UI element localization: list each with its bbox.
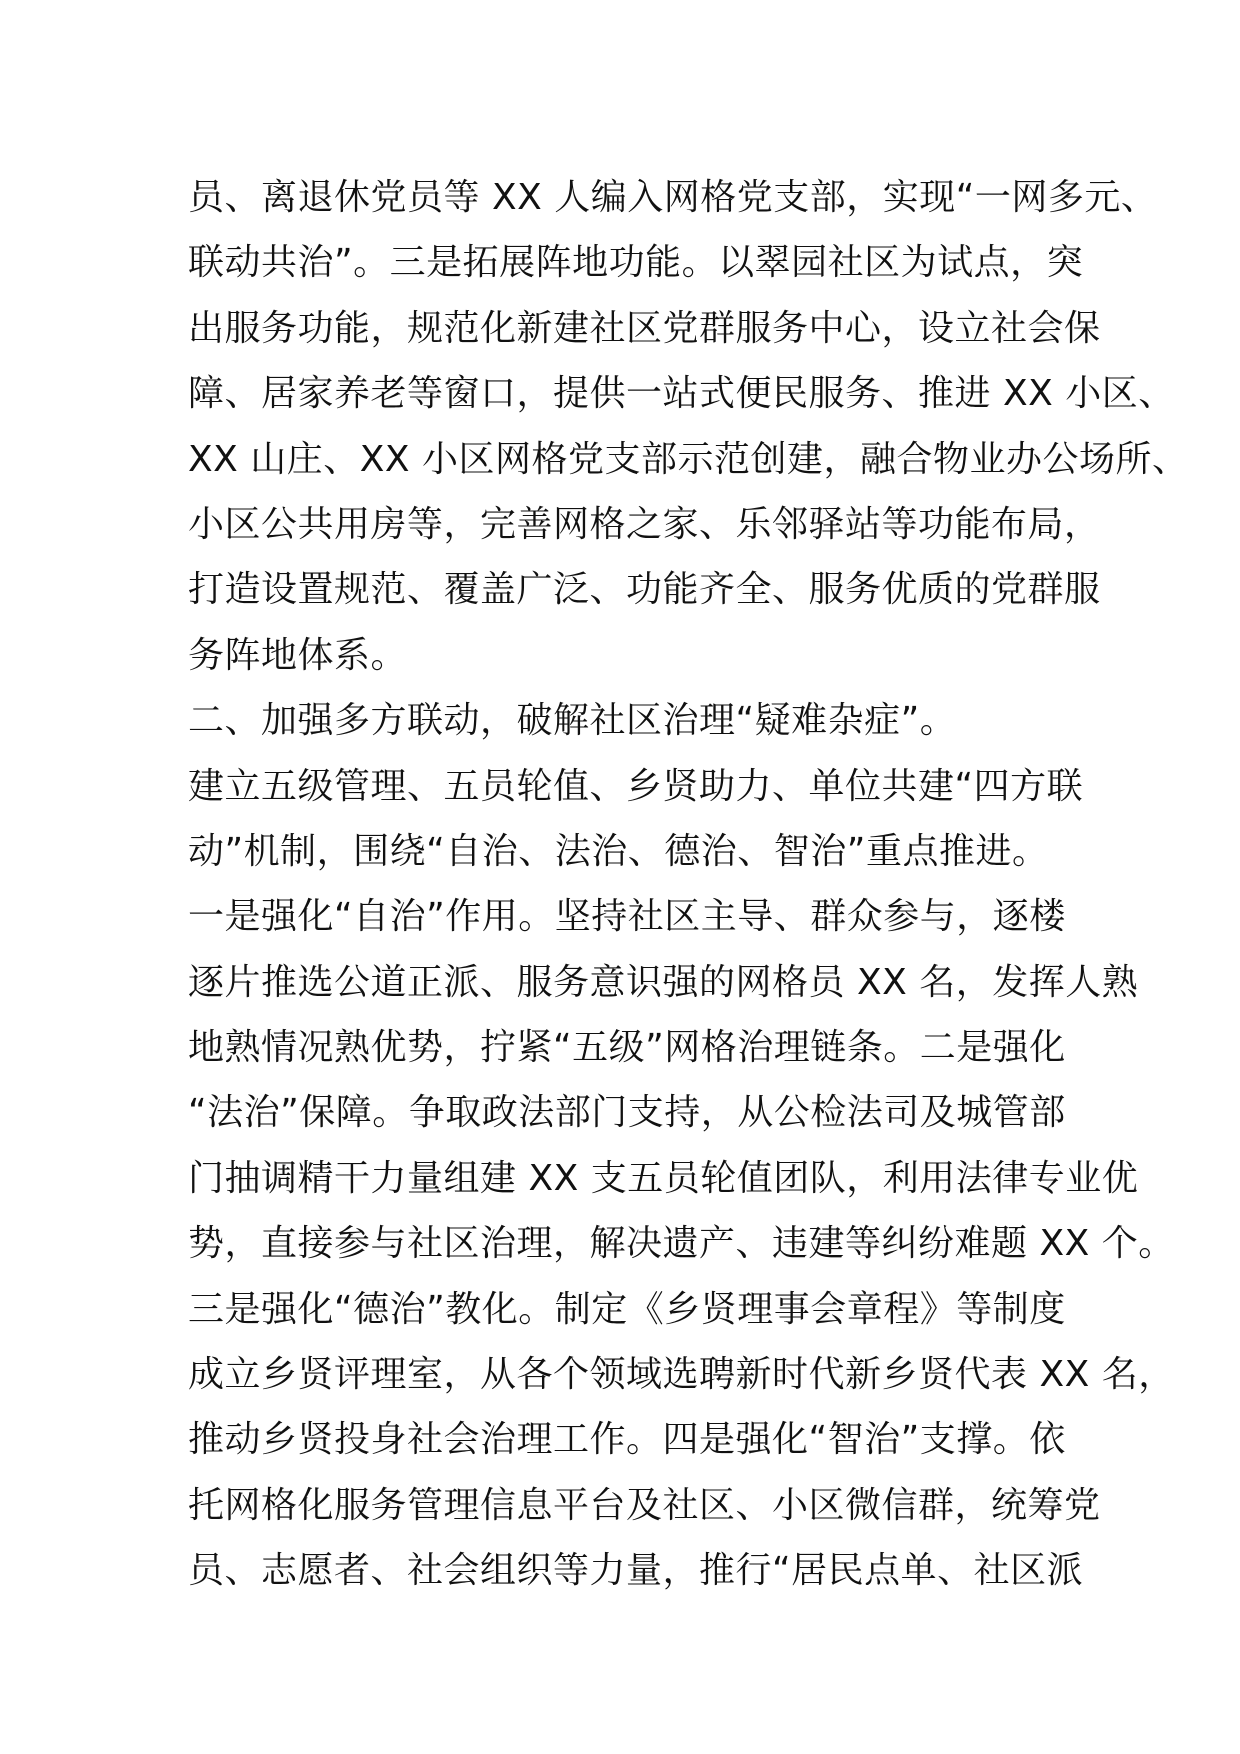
section-heading: 二、加强多方联动，破解社区治理“疑难杂症”。 bbox=[188, 700, 957, 742]
text-line: XX 山庄、XX 小区网格党支部示范创建，融合物业办公场所、 bbox=[188, 438, 1189, 480]
text-line: 务阵地体系。 bbox=[188, 634, 408, 676]
text-line: 打造设置规范、覆盖广泛、功能齐全、服务优质的党群服 bbox=[188, 569, 1101, 611]
text-line: 出服务功能，规范化新建社区党群服务中心，设立社会保 bbox=[188, 307, 1101, 349]
text-line: “法治”保障。争取政法部门支持，从公检法司及城管部 bbox=[188, 1092, 1066, 1134]
text-line: 员、志愿者、社会组织等力量，推行“居民点单、社区派 bbox=[188, 1550, 1084, 1592]
body-text bbox=[188, 165, 1189, 1604]
text-line: 三是强化“德治”教化。制定《乡贤理事会章程》等制度 bbox=[188, 1288, 1066, 1330]
text-line: 联动共治”。三是拓展阵地功能。以翠园社区为试点，突 bbox=[188, 242, 1084, 284]
text-line: 门抽调精干力量组建 XX 支五员轮值团队，利用法律专业优 bbox=[188, 1157, 1139, 1199]
text-line: 动”机制，围绕“自治、法治、德治、智治”重点推进。 bbox=[188, 830, 1049, 872]
text-line: 势，直接参与社区治理，解决遗产、违建等纠纷难题 XX 个。 bbox=[188, 1223, 1175, 1265]
text-line: 障、居家养老等窗口，提供一站式便民服务、推进 XX 小区、 bbox=[188, 373, 1175, 415]
text-line: 一是强化“自治”作用。坚持社区主导、群众参与，逐楼 bbox=[188, 896, 1066, 938]
text-line: 员、离退休党员等 XX 人编入网格党支部，实现“一网多元、 bbox=[188, 177, 1158, 218]
text-line: 托网格化服务管理信息平台及社区、小区微信群，统筹党 bbox=[188, 1484, 1101, 1526]
text-line: 地熟情况熟优势，拧紧“五级”网格治理链条。二是强化 bbox=[188, 1027, 1066, 1069]
text-line: 逐片推选公道正派、服务意识强的网格员 XX 名，发挥人熟 bbox=[188, 961, 1139, 1003]
text-line: 成立乡贤评理室，从各个领域选聘新时代新乡贤代表 XX 名， bbox=[188, 1354, 1175, 1396]
text-line: 建立五级管理、五员轮值、乡贤助力、单位共建“四方联 bbox=[188, 765, 1084, 807]
text-line: 小区公共用房等，完善网格之家、乐邻驿站等功能布局， bbox=[188, 503, 1101, 545]
text-line: 推动乡贤投身社会治理工作。四是强化“智治”支撑。依 bbox=[188, 1419, 1066, 1461]
